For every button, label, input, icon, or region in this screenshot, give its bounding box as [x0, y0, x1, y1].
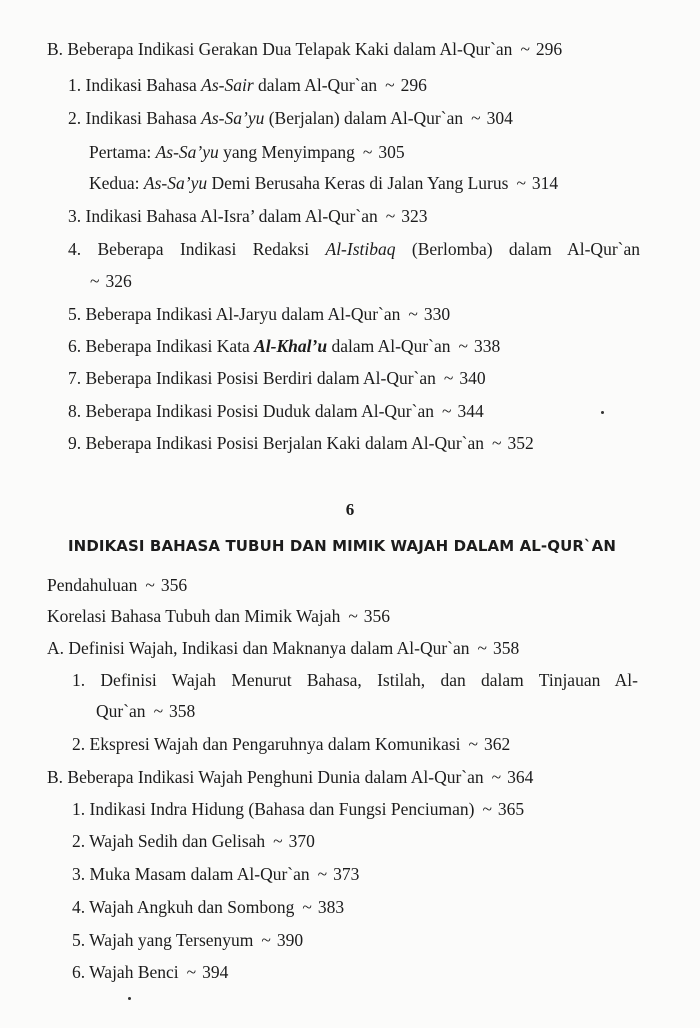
toc-item-continuation: Qur`an ~ 358 [96, 701, 196, 721]
page-number: 373 [333, 864, 360, 884]
page-number: 356 [363, 606, 391, 626]
toc-subitem: Pertama: As-Sa’yu yang Menyimpang ~ 305 [89, 142, 405, 162]
toc-heading-b-telapak-kaki: B. Beberapa Indikasi Gerakan Dua Telapak Kaki dalam Al-Qur`an ~ 296 [47, 39, 563, 59]
toc-item: 8. Beberapa Indikasi Posisi Duduk dalam Al-Qur`an ~ 344 [68, 401, 484, 421]
toc-item: 9. Beberapa Indikasi Posisi Berjalan Kaki dalam Al-Qur`an ~ 352 [68, 433, 534, 453]
chapter-number: 6 [345, 500, 355, 519]
toc-entry-pendahuluan: Pendahuluan ~ 356 [47, 575, 188, 595]
page-number: 352 [507, 433, 534, 453]
toc-item: 3. Indikasi Bahasa Al-Isra’ dalam Al-Qur`an ~ 323 [68, 206, 428, 226]
page-number: 338 [473, 336, 501, 356]
page-number: 296 [535, 39, 563, 59]
toc-item: 2. Wajah Sedih dan Gelisah ~ 370 [72, 831, 315, 851]
toc-item: 5. Wajah yang Tersenyum ~ 390 [72, 930, 304, 950]
print-speck [601, 411, 604, 414]
toc-item-continuation: ~ 326 [90, 271, 132, 291]
page-number: 390 [276, 930, 304, 950]
page-number: 364 [507, 767, 534, 787]
toc-heading-b-wajah-penghuni-dunia: B. Beberapa Indikasi Wajah Penghuni Dunia dalam Al-Qur`an ~ 364 [47, 767, 534, 787]
toc-item: 7. Beberapa Indikasi Posisi Berdiri dalam Al-Qur`an ~ 340 [68, 368, 486, 388]
print-speck [128, 997, 131, 1000]
page-number: 326 [105, 271, 132, 291]
toc-item: 2. Ekspresi Wajah dan Pengaruhnya dalam Komunikasi ~ 362 [72, 734, 511, 754]
page-number: 340 [459, 368, 486, 388]
toc-entry-korelasi: Korelasi Bahasa Tubuh dan Mimik Wajah ~ 356 [47, 606, 391, 626]
toc-item: 1. Indikasi Indra Hidung (Bahasa dan Fungsi Penciuman) ~ 365 [72, 799, 525, 819]
toc-item: 6. Beberapa Indikasi Kata Al-Khal’u dalam Al-Qur`an ~ 338 [68, 336, 501, 356]
page-number: 394 [202, 962, 229, 982]
page-number: 356 [160, 575, 188, 595]
toc-item: 1. Indikasi Bahasa As-Sair dalam Al-Qur`an ~ 296 [68, 75, 427, 95]
toc-item: 5. Beberapa Indikasi Al-Jaryu dalam Al-Qur`an ~ 330 [68, 304, 451, 324]
page-number: 370 [288, 831, 315, 851]
page-number: 314 [531, 173, 559, 193]
toc-item: 4. Beberapa Indikasi Redaksi Al-Istibaq (Berlomba) dalam Al-Qur`an [68, 239, 640, 259]
toc-item: 4. Wajah Angkuh dan Sombong ~ 383 [72, 897, 345, 917]
toc-item: 6. Wajah Benci ~ 394 [72, 962, 229, 982]
page-number: 304 [486, 108, 513, 128]
page-number: 323 [401, 206, 428, 226]
toc-item: 3. Muka Masam dalam Al-Qur`an ~ 373 [72, 864, 360, 884]
page-number: 296 [400, 75, 427, 95]
toc-subitem: Kedua: As-Sa’yu Demi Berusaha Keras di Jalan Yang Lurus ~ 314 [89, 173, 559, 193]
toc-item: 2. Indikasi Bahasa As-Sa’yu (Berjalan) dalam Al-Qur`an ~ 304 [68, 108, 513, 128]
page-number: 365 [497, 799, 525, 819]
chapter-title: INDIKASI BAHASA TUBUH DAN MIMIK WAJAH DALAM AL-QUR`AN [68, 537, 617, 555]
page-number: 383 [317, 897, 345, 917]
page-number: 330 [423, 304, 451, 324]
page-number: 358 [493, 638, 520, 658]
page-number: 344 [457, 401, 484, 421]
page-number: 362 [484, 734, 511, 754]
toc-heading-a-definisi-wajah: A. Definisi Wajah, Indikasi dan Maknanya dalam Al-Qur`an ~ 358 [47, 638, 520, 658]
toc-item: 1. Definisi Wajah Menurut Bahasa, Istilah, dan dalam Tinjauan Al- [72, 670, 638, 690]
page-number: 305 [378, 142, 405, 162]
page-number: 358 [169, 701, 196, 721]
